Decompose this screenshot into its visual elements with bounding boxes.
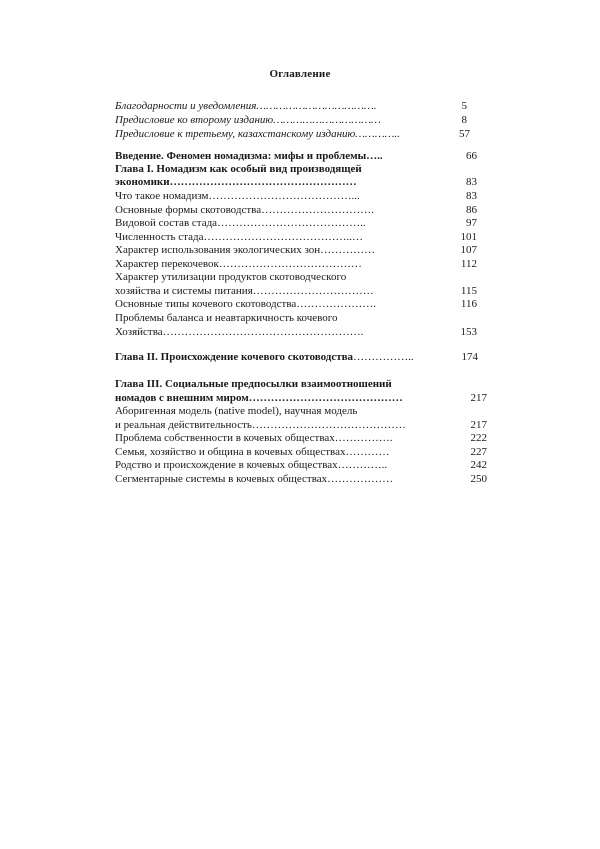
- page-title: Оглавление: [269, 68, 331, 80]
- toc-entry: Характер использования экологических зон……………: [115, 244, 376, 256]
- toc-chapter-3-title-cont: номадов с внешним миром……………………………………: [115, 392, 403, 404]
- toc-page-number: 86: [466, 204, 477, 216]
- toc-entry: Проблема собственности в кочевых обществах…………….: [115, 432, 393, 444]
- toc-page-number: 250: [470, 473, 487, 485]
- toc-entry: Характер утилизации продуктов скотоводческого: [115, 271, 347, 283]
- toc-page-number: 66: [466, 150, 477, 162]
- toc-chapter-3-title: Глава III. Социальные предпосылки взаимоотношений: [115, 378, 392, 390]
- toc-entry-introduction: Введение. Феномен номадизма: мифы и проблемы…..: [115, 150, 383, 162]
- toc-page-number: 83: [466, 190, 477, 202]
- toc-entry: Родство и происхождение в кочевых обществах…………..: [115, 459, 388, 471]
- toc-page-number: 97: [466, 217, 477, 229]
- toc-entry-cont: и реальная действительность……………………………………: [115, 419, 406, 431]
- toc-entry-cont: хозяйства и системы питания……………………………: [115, 285, 374, 297]
- toc-entry: Семья, хозяйство и община в кочевых обществах…………: [115, 446, 390, 458]
- toc-leader-dots: ……………..: [353, 351, 414, 363]
- toc-entry-cont: Хозяйства……………………………………………….: [115, 326, 364, 338]
- toc-page-number: 5: [461, 100, 467, 112]
- toc-page-number: 174: [461, 351, 478, 363]
- toc-chapter-1-title-cont: экономики……………………………………………: [115, 176, 357, 188]
- toc-chapter-2-label: Глава II. Происхождение кочевого скотоводства: [115, 351, 354, 363]
- toc-page-number: 115: [460, 285, 477, 297]
- toc-entry-acknowledgements: Благодарности и уведомления……………………………….: [115, 100, 377, 112]
- toc-chapter-2-title: [115, 351, 414, 364]
- toc-page-number: 83: [466, 176, 477, 188]
- toc-entry: Проблемы баланса и неавтаркичность кочевого: [115, 312, 338, 324]
- toc-entry: Видовой состав стада…………………………………..: [115, 217, 366, 229]
- toc-entry: Сегментарные системы в кочевых обществах………………: [115, 473, 394, 485]
- toc-entry-preface-second: Предисловие ко второму изданию……………………………: [115, 114, 381, 126]
- toc-page-number: 222: [470, 432, 487, 444]
- toc-entry: Численность стада…………………………………..…: [115, 231, 363, 243]
- toc-page-number: 242: [470, 459, 487, 471]
- toc-page-number: 8: [461, 114, 467, 126]
- toc-entry: Аборигенная модель (native model), научная модель: [115, 405, 358, 417]
- toc-page-number: 112: [460, 258, 477, 270]
- toc-entry: Основные формы скотоводства………………………….: [115, 204, 374, 216]
- toc-page-number: 107: [460, 244, 477, 256]
- toc-entry-preface-third: Предисловие к третьему, казахстанскому изданию…………..: [115, 128, 400, 140]
- toc-page-number: 57: [459, 128, 470, 140]
- toc-page-number: 227: [470, 446, 487, 458]
- toc-entry: Характер перекочевок…………………………………: [115, 258, 362, 270]
- toc-entry: Что такое номадизм…………………………………...: [115, 190, 360, 202]
- toc-page-number: 101: [460, 231, 477, 243]
- toc-chapter-1-title: Глава I. Номадизм как особый вид производящей: [115, 163, 362, 175]
- toc-page-number: 217: [470, 392, 487, 404]
- toc-page-number: 153: [460, 326, 477, 338]
- toc-page-number: 217: [470, 419, 487, 431]
- toc-entry: Основные типы кочевого скотоводства………………….: [115, 298, 377, 310]
- toc-page-number: 116: [460, 298, 477, 310]
